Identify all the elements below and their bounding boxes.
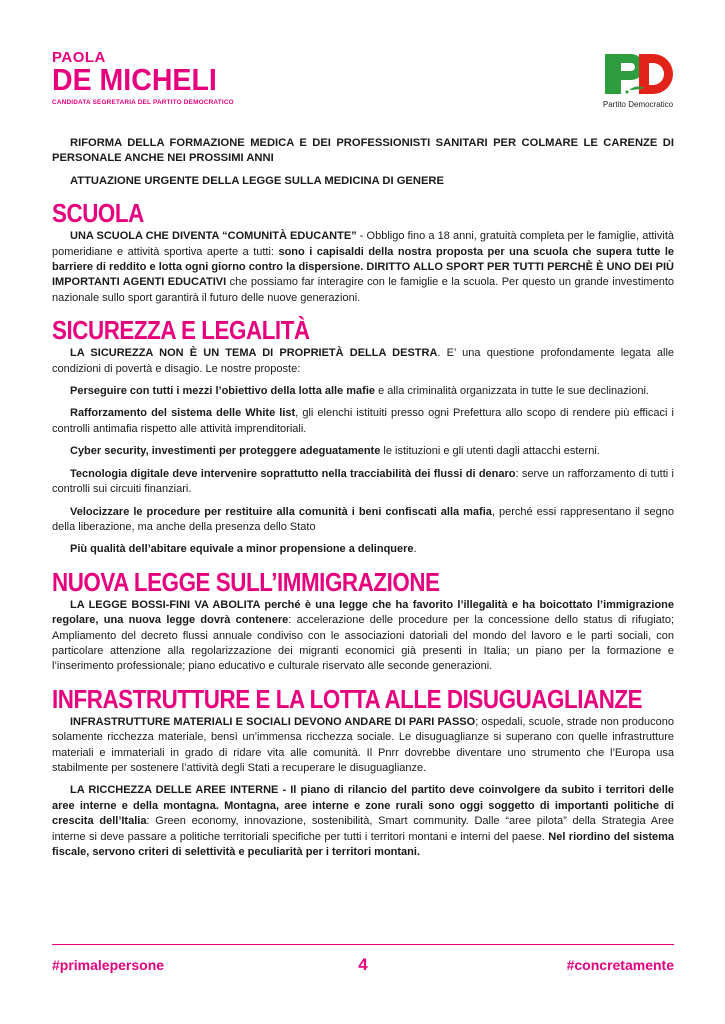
paragraph bbox=[52, 406, 674, 437]
text: , perché essi rappresentano il segno della liberazione, ma anche della presenza dello Stato bbox=[52, 505, 674, 533]
bold-text: Velocizzare le procedure per restituire alla comunità i beni confiscati alla mafia bbox=[70, 505, 492, 518]
text: le istituzioni e gli utenti dagli attacchi esterni. bbox=[380, 445, 600, 458]
section-title-infrastrutture: INFRASTRUTTURE E LA LOTTA ALLE DISUGUAGLIANZE bbox=[52, 683, 643, 714]
bold-text: LA RICCHEZZA DELLE AREE INTERNE - Il piano di rilancio del partito deve coinvolgere da subito i territori delle aree interne e della montagna. Montagna, aree interne e zone rurali sono oggi soggetto di importanti politiche di crescita dell’Italia bbox=[52, 784, 674, 828]
footer-divider bbox=[52, 944, 674, 945]
text: e alla criminalità organizzata in tutte le sue declinazioni. bbox=[375, 385, 649, 398]
intro-item: ATTUAZIONE URGENTE DELLA LEGGE SULLA MEDICINA DI GENERE bbox=[70, 174, 444, 187]
text: . bbox=[413, 543, 417, 556]
section-title-sicurezza: SICUREZZA E LEGALITÀ bbox=[52, 315, 310, 346]
page-footer bbox=[52, 957, 674, 979]
logo-caption: Partito Democratico bbox=[602, 100, 674, 109]
bold-text: INFRASTRUTTURE MATERIALI E SOCIALI DEVONO ANDARE DI PARI PASSO bbox=[70, 715, 476, 728]
hashtag-right: #concretamente bbox=[566, 957, 674, 973]
section-title-immigrazione: NUOVA LEGGE SULL’IMMIGRAZIONE bbox=[52, 566, 440, 597]
page-header bbox=[52, 50, 677, 120]
bold-text: Perseguire con tutti i mezzi l’obiettivo della lotta alle mafie bbox=[70, 385, 376, 398]
paragraph bbox=[52, 598, 674, 675]
bold-text: sono i capisaldi della nostra proposta per una scuola che supera tutte le barriere di reddito e lotta ogni giorno contro la dispersione. DIRITTO ALLO SPORT PER TUTTI PERCHÈ È UNO DEI PIÙ IMPORTANTI AGENTI EDUCATIVI bbox=[52, 245, 675, 289]
bold-text: Tecnologia digitale deve intervenire soprattutto nella tracciabilità dei flussi di denaro bbox=[70, 467, 516, 480]
paragraph bbox=[52, 467, 674, 498]
pd-logo-icon bbox=[599, 50, 677, 98]
page-number: 4 bbox=[358, 955, 368, 974]
hashtag-left: #primalepersone bbox=[52, 957, 165, 973]
paragraph bbox=[52, 346, 674, 377]
paragraph bbox=[52, 715, 674, 777]
bold-text: UNA SCUOLA CHE DIVENTA “COMUNITÀ EDUCANTE” bbox=[70, 230, 357, 243]
bold-text: Rafforzamento del sistema delle White list bbox=[70, 407, 296, 420]
candidate-subtitle: CANDIDATA SEGRETARIA DEL PARTITO DEMOCRATICO bbox=[52, 99, 234, 106]
text: , gli elenchi istituiti presso ogni Prefettura allo scopo di rendere più efficaci i controlli antimafia rispetto alle attività imprenditoriali. bbox=[52, 407, 674, 435]
candidate-first-name: PAOLA bbox=[52, 49, 106, 66]
section-title-scuola: SCUOLA bbox=[52, 198, 144, 229]
page-content bbox=[52, 136, 674, 867]
text: . E’ una questione profondamente legata alle condizioni di povertà e disagio. Le nostre proposte: bbox=[52, 347, 675, 375]
text: - Obbligo fino a 18 anni, gratuità completa per le famiglie, attività pomeridiane e attività sportiva aperte a tutti: bbox=[52, 230, 674, 258]
text: : accelerazione delle procedure per la concessione dello status di rifugiato; Ampliamento del decreto flussi annuale condiviso con le associazioni datoriali del mondo del lavoro e le parti sociali, con particolare attenzione alla regolarizzazione dei migranti economici già presenti in Italia; un piano per la formazione e l’inserimento professionale; piano educativo e culturale riservato alle seconde generazioni. bbox=[52, 614, 675, 673]
intro-item: RIFORMA DELLA FORMAZIONE MEDICA E DEI PROFESSIONISTI SANITARI PER COLMARE LE CARENZE DI PERSONALE ANCHE NEI PROSSIMI ANNI bbox=[52, 137, 674, 165]
candidate-last-name: DE MICHELI bbox=[52, 62, 217, 97]
paragraph bbox=[52, 783, 674, 860]
text: che possiamo far interagire con le famiglie e la scuola. Per questo un grande investimento nazionale sullo sport garantirà il futuro delle nuove generazioni. bbox=[52, 276, 674, 304]
pd-logo bbox=[599, 50, 677, 112]
bold-text: LA SICUREZZA NON È UN TEMA DI PROPRIETÀ DELLA DESTRA bbox=[70, 347, 438, 360]
bold-text: Nel riordino del sistema fiscale, servono criteri di selettività e peculiarità per i territori montani. bbox=[52, 830, 675, 858]
paragraph bbox=[52, 229, 674, 306]
text: ; ospedali, scuole, strade non producono solamente ricchezza materiale, bensì un’immensa ricchezza sociale. Le disuguaglianze si superano con quelle infrastrutture materiali e immateriali in grado di ridare vita alle comunità. Il Pnrr dovrebbe diventare uno strumento che l’Europa usa stabilmente per sostenere l’attività degli Stati a recuperare le disuguaglianze. bbox=[52, 715, 674, 774]
text: : Green economy, innovazione, sostenibilità, Smart community. Dalle “aree pilota” della Strategia Aree interne si deve passare a politiche territoriali specifiche per tutti i territori montani e interni del paese. bbox=[52, 815, 674, 843]
paragraph bbox=[52, 384, 674, 399]
paragraph bbox=[52, 444, 674, 459]
bold-text: LA LEGGE BOSSI-FINI VA ABOLITA perché è una legge che ha favorito l’illegalità e ha boicottato l’immigrazione regolare, una nuova legge dovrà contenere bbox=[52, 598, 674, 627]
paragraph bbox=[52, 542, 674, 557]
bold-text: Cyber security, investimenti per proteggere adeguatamente bbox=[70, 445, 381, 458]
bold-text: Più qualità dell’abitare equivale a minor propensione a delinquere bbox=[70, 543, 414, 556]
paragraph bbox=[52, 505, 674, 536]
text: : serve un rafforzamento di tutti i controlli sui circuiti finanziari. bbox=[52, 467, 674, 496]
